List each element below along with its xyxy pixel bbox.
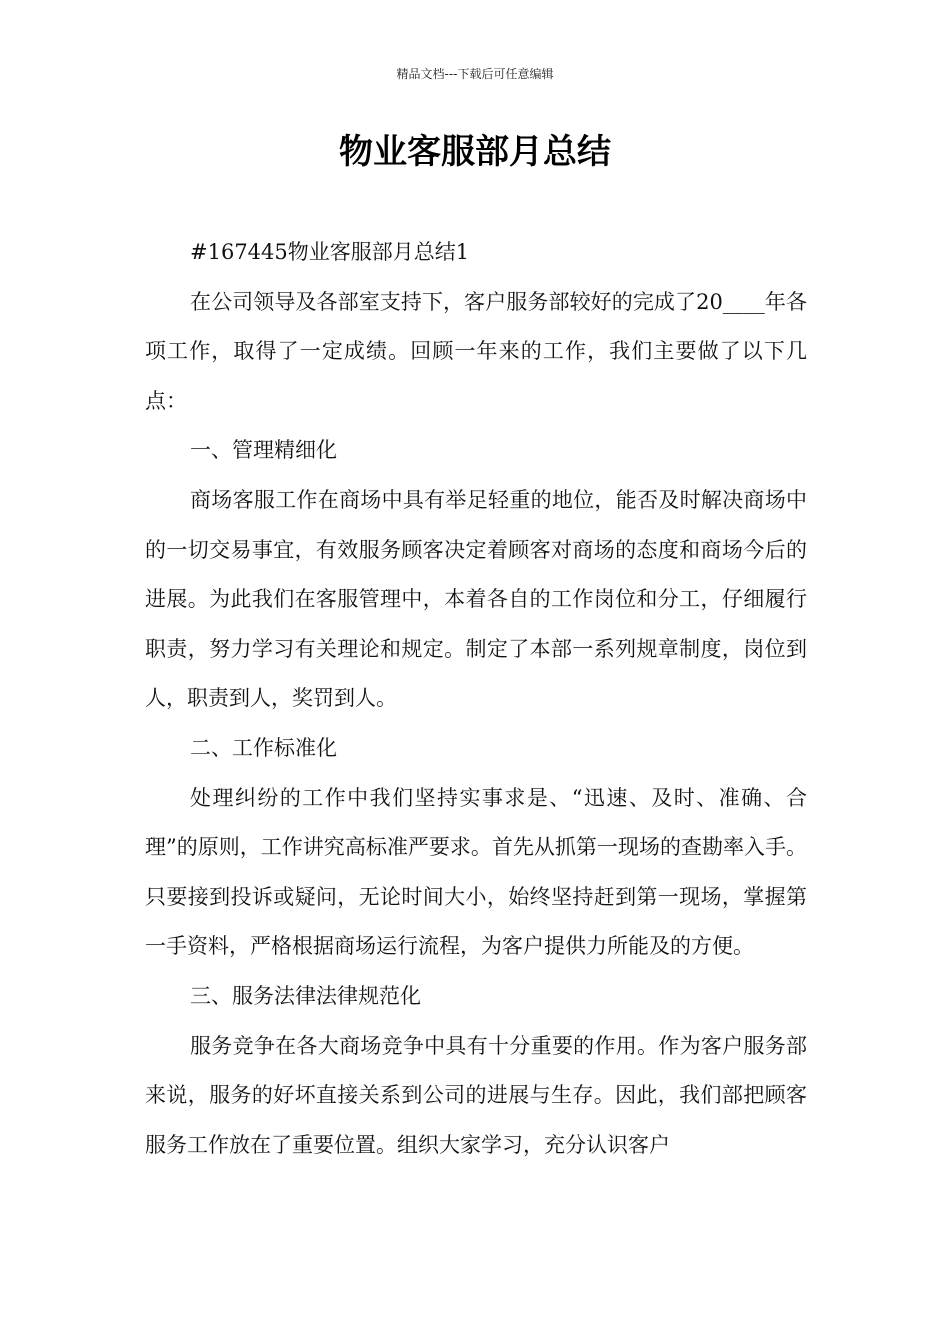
section-paragraph-3: 服务竞争在各大商场竞争中具有十分重要的作用。作为客户服务部来说，服务的好坏直接关系到公司的进展与生存。因此，我们部把顾客服务工作放在了重要位置。组织大家学习，充分认识客户: [145, 1033, 807, 1157]
section-paragraph-1: 商场客服工作在商场中具有举足轻重的地位，能否及时解决商场中的一切交易事宜，有效服务顾客决定着顾客对商场的态度和商场今后的进展。为此我们在客服管理中，本着各自的工作岗位和分工，仔细履行职责，努力学习有关理论和规定。制定了本部一系列规章制度，岗位到人，职责到人，奖罚到人。: [145, 487, 807, 711]
doc-reference-line: #167445物业客服部月总结1: [190, 240, 470, 264]
document-title: 物业客服部月总结: [339, 132, 611, 172]
section-heading-1: 一、管理精细化: [190, 438, 337, 463]
intro-paragraph: 在公司领导及各部室支持下，客户服务部较好的完成了20____年各项工作，取得了一定成绩。回顾一年来的工作，我们主要做了以下几点：: [145, 289, 807, 413]
header-note: 精品文档---下载后可任意编辑: [396, 67, 554, 81]
document-body: [145, 228, 807, 1170]
section-heading-3: 三、服务法律法律规范化: [190, 983, 421, 1008]
section-paragraph-2: 处理纠纷的工作中我们坚持实事求是、“迅速、及时、准确、合理”的原则，工作讲究高标准严要求。首先从抓第一现场的查勘率入手。只要接到投诉或疑问，无论时间大小，始终坚持赶到第一现场，掌握第一手资料，严格根据商场运行流程，为客户提供力所能及的方便。: [145, 785, 807, 959]
section-heading-2: 二、工作标准化: [190, 735, 337, 760]
